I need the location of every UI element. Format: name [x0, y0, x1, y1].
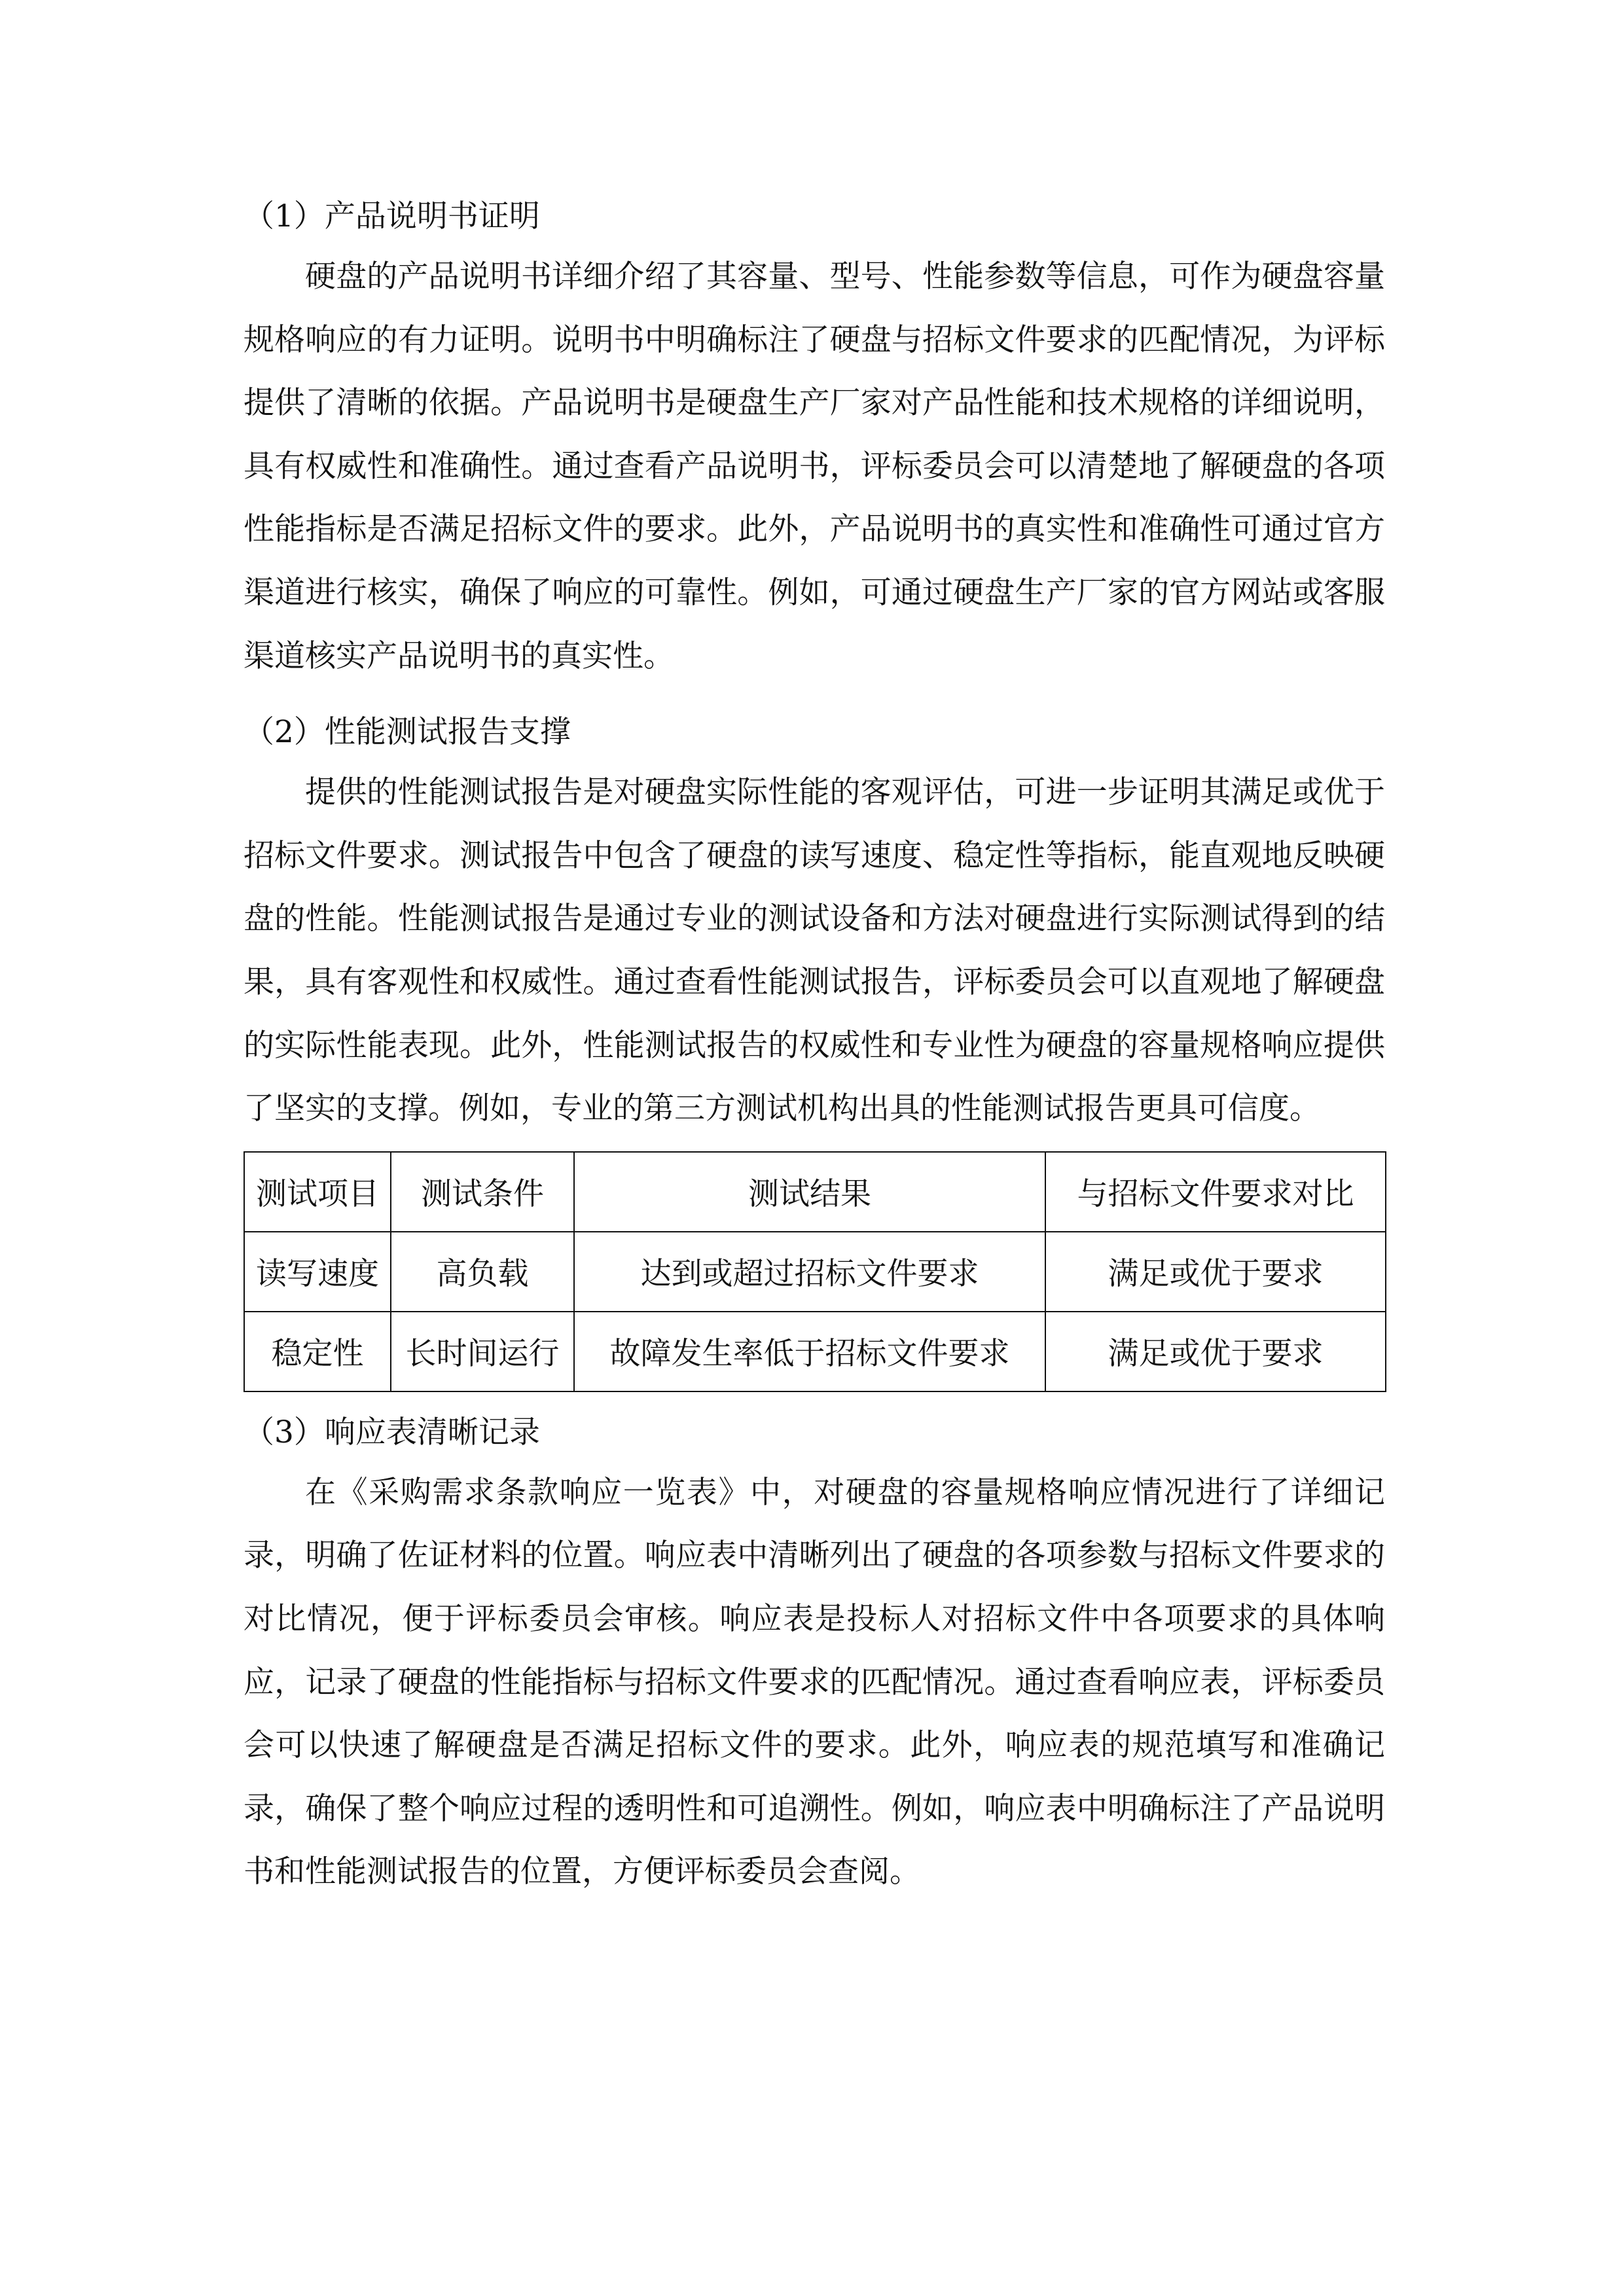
table-header-cell: 测试条件	[391, 1152, 574, 1232]
section-2-heading: （2）性能测试报告支撑	[244, 714, 571, 751]
test-results-table	[244, 1151, 1386, 1392]
section-1-heading: （1）产品说明书证明	[244, 198, 540, 234]
table-cell: 读写速度	[244, 1232, 391, 1312]
table-cell: 满足或优于要求	[1045, 1232, 1386, 1312]
table-header-cell: 测试项目	[244, 1152, 391, 1232]
table-row	[244, 1312, 1386, 1391]
document-body	[244, 188, 1385, 1904]
table-cell: 稳定性	[244, 1312, 391, 1391]
table-cell: 达到或超过招标文件要求	[574, 1232, 1045, 1312]
table-cell: 高负载	[391, 1232, 574, 1312]
table-cell: 长时间运行	[391, 1312, 574, 1391]
table-header-cell: 与招标文件要求对比	[1045, 1152, 1386, 1232]
section-3-paragraph: 在《采购需求条款响应一览表》中，对硬盘的容量规格响应情况进行了详细记录，明确了佐证材料的位置。响应表中清晰列出了硬盘的各项参数与招标文件要求的对比情况，便于评标委员会审核。响应表是投标人对招标文件中各项要求的具体响应，记录了硬盘的性能指标与招标文件要求的匹配情况。通过查看响应表，评标委员会可以快速了解硬盘是否满足招标文件的要求。此外，响应表的规范填写和准确记录，确保了整个响应过程的透明性和可追溯性。例如，响应表中明确标注了产品说明书和性能测试报告的位置，方便评标委员会查阅。	[244, 1474, 1385, 1890]
table-cell: 故障发生率低于招标文件要求	[574, 1312, 1045, 1391]
section-2-paragraph: 提供的性能测试报告是对硬盘实际性能的客观评估，可进一步证明其满足或优于招标文件要求。测试报告中包含了硬盘的读写速度、稳定性等指标，能直观地反映硬盘的性能。性能测试报告是通过专业的测试设备和方法对硬盘进行实际测试得到的结果，具有客观性和权威性。通过查看性能测试报告，评标委员会可以直观地了解硬盘的实际性能表现。此外，性能测试报告的权威性和专业性为硬盘的容量规格响应提供了坚实的支撑。例如，专业的第三方测试机构出具的性能测试报告更具可信度。	[244, 774, 1385, 1127]
table-header-row	[244, 1152, 1386, 1232]
section-1-paragraph: 硬盘的产品说明书详细介绍了其容量、型号、性能参数等信息，可作为硬盘容量规格响应的有力证明。说明书中明确标注了硬盘与招标文件要求的匹配情况，为评标提供了清晰的依据。产品说明书是硬盘生产厂家对产品性能和技术规格的详细说明，具有权威性和准确性。通过查看产品说明书，评标委员会可以清楚地了解硬盘的各项性能指标是否满足招标文件的要求。此外，产品说明书的真实性和准确性可通过官方渠道进行核实，确保了响应的可靠性。例如，可通过硬盘生产厂家的官方网站或客服渠道核实产品说明书的真实性。	[244, 259, 1385, 674]
table-cell: 满足或优于要求	[1045, 1312, 1386, 1391]
table-header-cell: 测试结果	[574, 1152, 1045, 1232]
table-row	[244, 1232, 1386, 1312]
section-3-heading: （3）响应表清晰记录	[244, 1414, 540, 1450]
